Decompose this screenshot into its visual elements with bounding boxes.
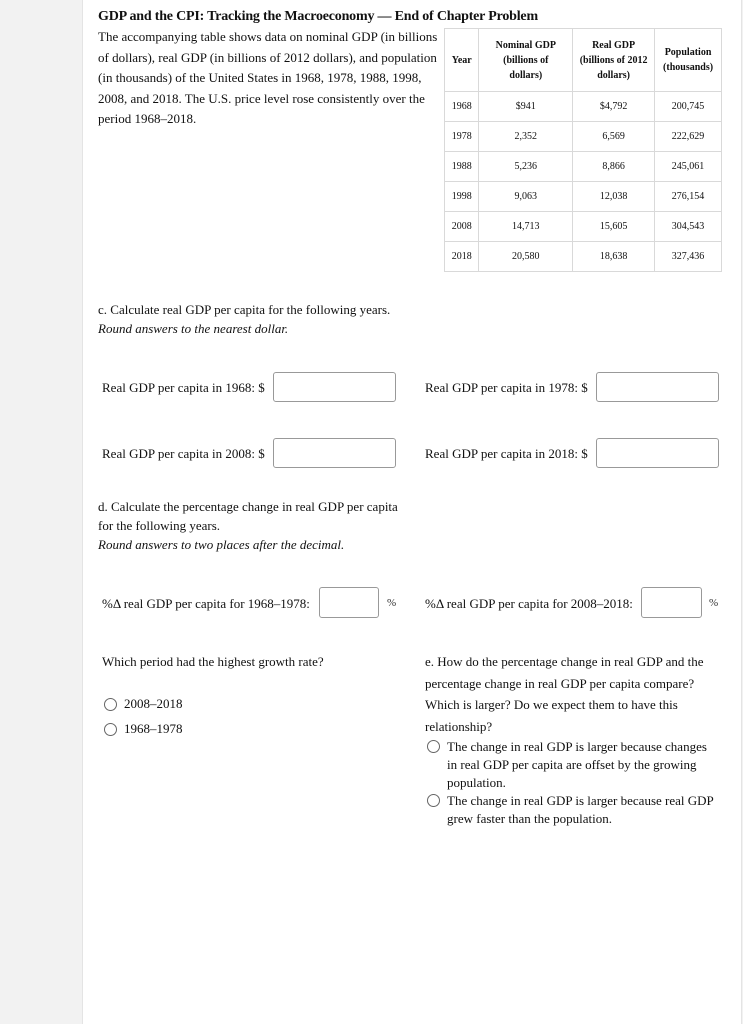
part-d-instruction: Round answers to two places after the decimal. xyxy=(98,537,345,552)
radio-button[interactable] xyxy=(427,740,440,753)
label-gdp-per-capita-1978: Real GDP per capita in 1978: $ xyxy=(425,380,588,395)
option-real-gdp-grew-faster[interactable] xyxy=(427,792,717,828)
option-label: 2008–2018 xyxy=(124,696,183,711)
option-label: The change in real GDP is larger because real GDP grew faster than the population. xyxy=(447,793,714,826)
cell-nominal-gdp: 2,352 xyxy=(479,122,573,152)
table-row xyxy=(445,182,722,212)
part-d-prefix: d. xyxy=(98,499,108,514)
label-pct-change-1968-1978: %Δ real GDP per capita for 1968–1978: xyxy=(102,596,310,611)
col-header-year: Year xyxy=(445,29,479,92)
label-pct-change-2008-2018: %Δ real GDP per capita for 2008–2018: xyxy=(425,596,633,611)
label-gdp-per-capita-1968: Real GDP per capita in 1968: $ xyxy=(102,380,265,395)
part-d-question: Calculate the percentage change in real GDP per capita for the following years. xyxy=(98,499,398,533)
input-gdp-per-capita-1968[interactable] xyxy=(273,372,396,402)
part-c-instruction: Round answers to the nearest dollar. xyxy=(98,321,289,336)
input-pct-change-1968-1978[interactable] xyxy=(319,587,379,618)
col-header-population: Population (thousands) xyxy=(655,29,722,92)
part-c-prompt xyxy=(98,300,390,338)
radio-button[interactable] xyxy=(427,794,440,807)
cell-year: 1968 xyxy=(445,92,479,122)
cell-nominal-gdp: 20,580 xyxy=(479,242,573,272)
cell-nominal-gdp: 5,236 xyxy=(479,152,573,182)
part-c-prefix: c. xyxy=(98,302,108,317)
label-gdp-per-capita-2008: Real GDP per capita in 2008: $ xyxy=(102,446,265,461)
input-gdp-per-capita-1978[interactable] xyxy=(596,372,719,402)
table-row xyxy=(445,212,722,242)
col-header-nominal-gdp: Nominal GDP (billions of dollars) xyxy=(479,29,573,92)
table-row xyxy=(445,92,722,122)
cell-real-gdp: 8,866 xyxy=(573,152,655,182)
option-2008-2018[interactable] xyxy=(104,696,183,712)
part-c-question: Calculate real GDP per capita for the following years. xyxy=(110,302,391,317)
cell-year: 1988 xyxy=(445,152,479,182)
cell-year: 2018 xyxy=(445,242,479,272)
cell-nominal-gdp: $941 xyxy=(479,92,573,122)
cell-real-gdp: 12,038 xyxy=(573,182,655,212)
percent-unit: % xyxy=(387,597,397,609)
table-header-row xyxy=(445,29,722,92)
cell-population: 245,061 xyxy=(655,152,722,182)
part-d-prompt xyxy=(98,497,398,554)
page-title: GDP and the CPI: Tracking the Macroeconomy — End of Chapter Problem xyxy=(98,9,538,24)
percent-unit: % xyxy=(709,597,719,609)
cell-nominal-gdp: 9,063 xyxy=(479,182,573,212)
cell-nominal-gdp: 14,713 xyxy=(479,212,573,242)
table-row xyxy=(445,242,722,272)
input-gdp-per-capita-2008[interactable] xyxy=(273,438,396,468)
part-e-prompt xyxy=(425,651,715,737)
option-label: The change in real GDP is larger because changes in real GDP per capita are offset by the growing population. xyxy=(447,739,707,790)
cell-real-gdp: 18,638 xyxy=(573,242,655,272)
part-e-prefix: e. xyxy=(425,654,435,669)
cell-year: 1998 xyxy=(445,182,479,212)
cell-population: 327,436 xyxy=(655,242,722,272)
option-1968-1978[interactable] xyxy=(104,721,183,737)
table-row xyxy=(445,152,722,182)
label-gdp-per-capita-2018: Real GDP per capita in 2018: $ xyxy=(425,446,588,461)
cell-real-gdp: 15,605 xyxy=(573,212,655,242)
cell-population: 276,154 xyxy=(655,182,722,212)
option-real-gdp-offset-by-population[interactable] xyxy=(427,738,717,792)
col-header-real-gdp: Real GDP (billions of 2012 dollars) xyxy=(573,29,655,92)
cell-real-gdp: 6,569 xyxy=(573,122,655,152)
intro-text: The accompanying table shows data on nominal GDP (in billions of dollars), real GDP (in billions of 2012 dollars), and population (in thousands) of the United States in 1968, 1978, 1988, 1998, 2008, and 2018. The U.S. price level rose consistently over the period 1968–2018. xyxy=(98,29,438,126)
option-label: 1968–1978 xyxy=(124,721,183,736)
radio-button[interactable] xyxy=(104,723,117,736)
cell-population: 200,745 xyxy=(655,92,722,122)
highest-growth-question: Which period had the highest growth rate? xyxy=(102,654,324,669)
cell-year: 1978 xyxy=(445,122,479,152)
cell-real-gdp: $4,792 xyxy=(573,92,655,122)
radio-button[interactable] xyxy=(104,698,117,711)
part-e-question: How do the percentage change in real GDP and the percentage change in real GDP per capita compare? Which is larger? Do we expect them to have this relationship? xyxy=(425,654,704,734)
input-gdp-per-capita-2018[interactable] xyxy=(596,438,719,468)
input-pct-change-2008-2018[interactable] xyxy=(641,587,702,618)
gdp-data-table xyxy=(444,28,722,272)
cell-year: 2008 xyxy=(445,212,479,242)
table-row xyxy=(445,122,722,152)
cell-population: 222,629 xyxy=(655,122,722,152)
cell-population: 304,543 xyxy=(655,212,722,242)
